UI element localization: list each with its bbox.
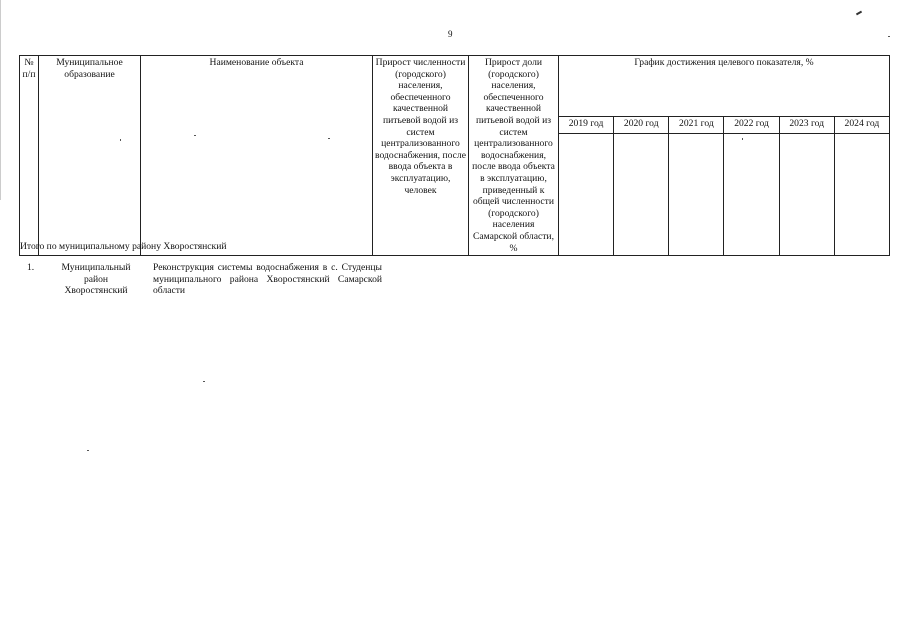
- col-municipality-header: Муниципальное образование: [39, 56, 141, 256]
- row-municipality: Муниципальный район Хворостянский: [61, 262, 131, 297]
- scan-mark: [120, 139, 121, 141]
- col-share-growth-header: Прирост доли (городского) населения, обеспеченного качественной питьевой водой из систем централизованного водоснабжения, после ввода объекта в эксплуатацию, приведенный к общей численности (городского) населения Самарской области, %: [469, 56, 559, 256]
- year-2021-cell: [669, 133, 724, 255]
- year-2023-header: 2023 год: [779, 116, 834, 133]
- col-pop-growth-header: Прирост численности (городского) населения, обеспеченного качественной питьевой водой из систем централизованного водоснабжения, после ввода объекта в эксплуатацию, человек: [373, 56, 469, 256]
- year-2022-cell: [724, 133, 779, 255]
- scan-mark: [742, 138, 743, 140]
- year-2024-cell: [834, 133, 889, 255]
- year-2024-header: 2024 год: [834, 116, 889, 133]
- scan-mark: [203, 381, 205, 382]
- target-indicator-table: [19, 55, 890, 256]
- year-2019-cell: [559, 133, 614, 255]
- year-2022-header: 2022 год: [724, 116, 779, 133]
- col-schedule-header: График достижения целевого показателя, %: [559, 56, 890, 117]
- year-2020-header: 2020 год: [614, 116, 669, 133]
- col-num-header: № п/п: [20, 56, 39, 256]
- row-number: 1.: [27, 262, 35, 273]
- year-2020-cell: [614, 133, 669, 255]
- scan-mark: [87, 450, 89, 451]
- year-2023-cell: [779, 133, 834, 255]
- col-object-header: Наименование объекта: [141, 56, 373, 256]
- year-2021-header: 2021 год: [669, 116, 724, 133]
- district-total-label: Итого по муниципальному району Хворостянский: [20, 241, 227, 252]
- scan-mark: [328, 138, 330, 139]
- year-2019-header: 2019 год: [559, 116, 614, 133]
- scan-mark: [888, 36, 890, 37]
- page-number: 9: [448, 29, 453, 39]
- scan-mark: [856, 11, 862, 16]
- row-object-name: Реконструкция системы водоснабжения в с. Студенцы муниципального района Хворостянский Самарской области: [153, 262, 382, 297]
- scan-mark: [194, 135, 196, 136]
- scan-edge: [0, 0, 1, 200]
